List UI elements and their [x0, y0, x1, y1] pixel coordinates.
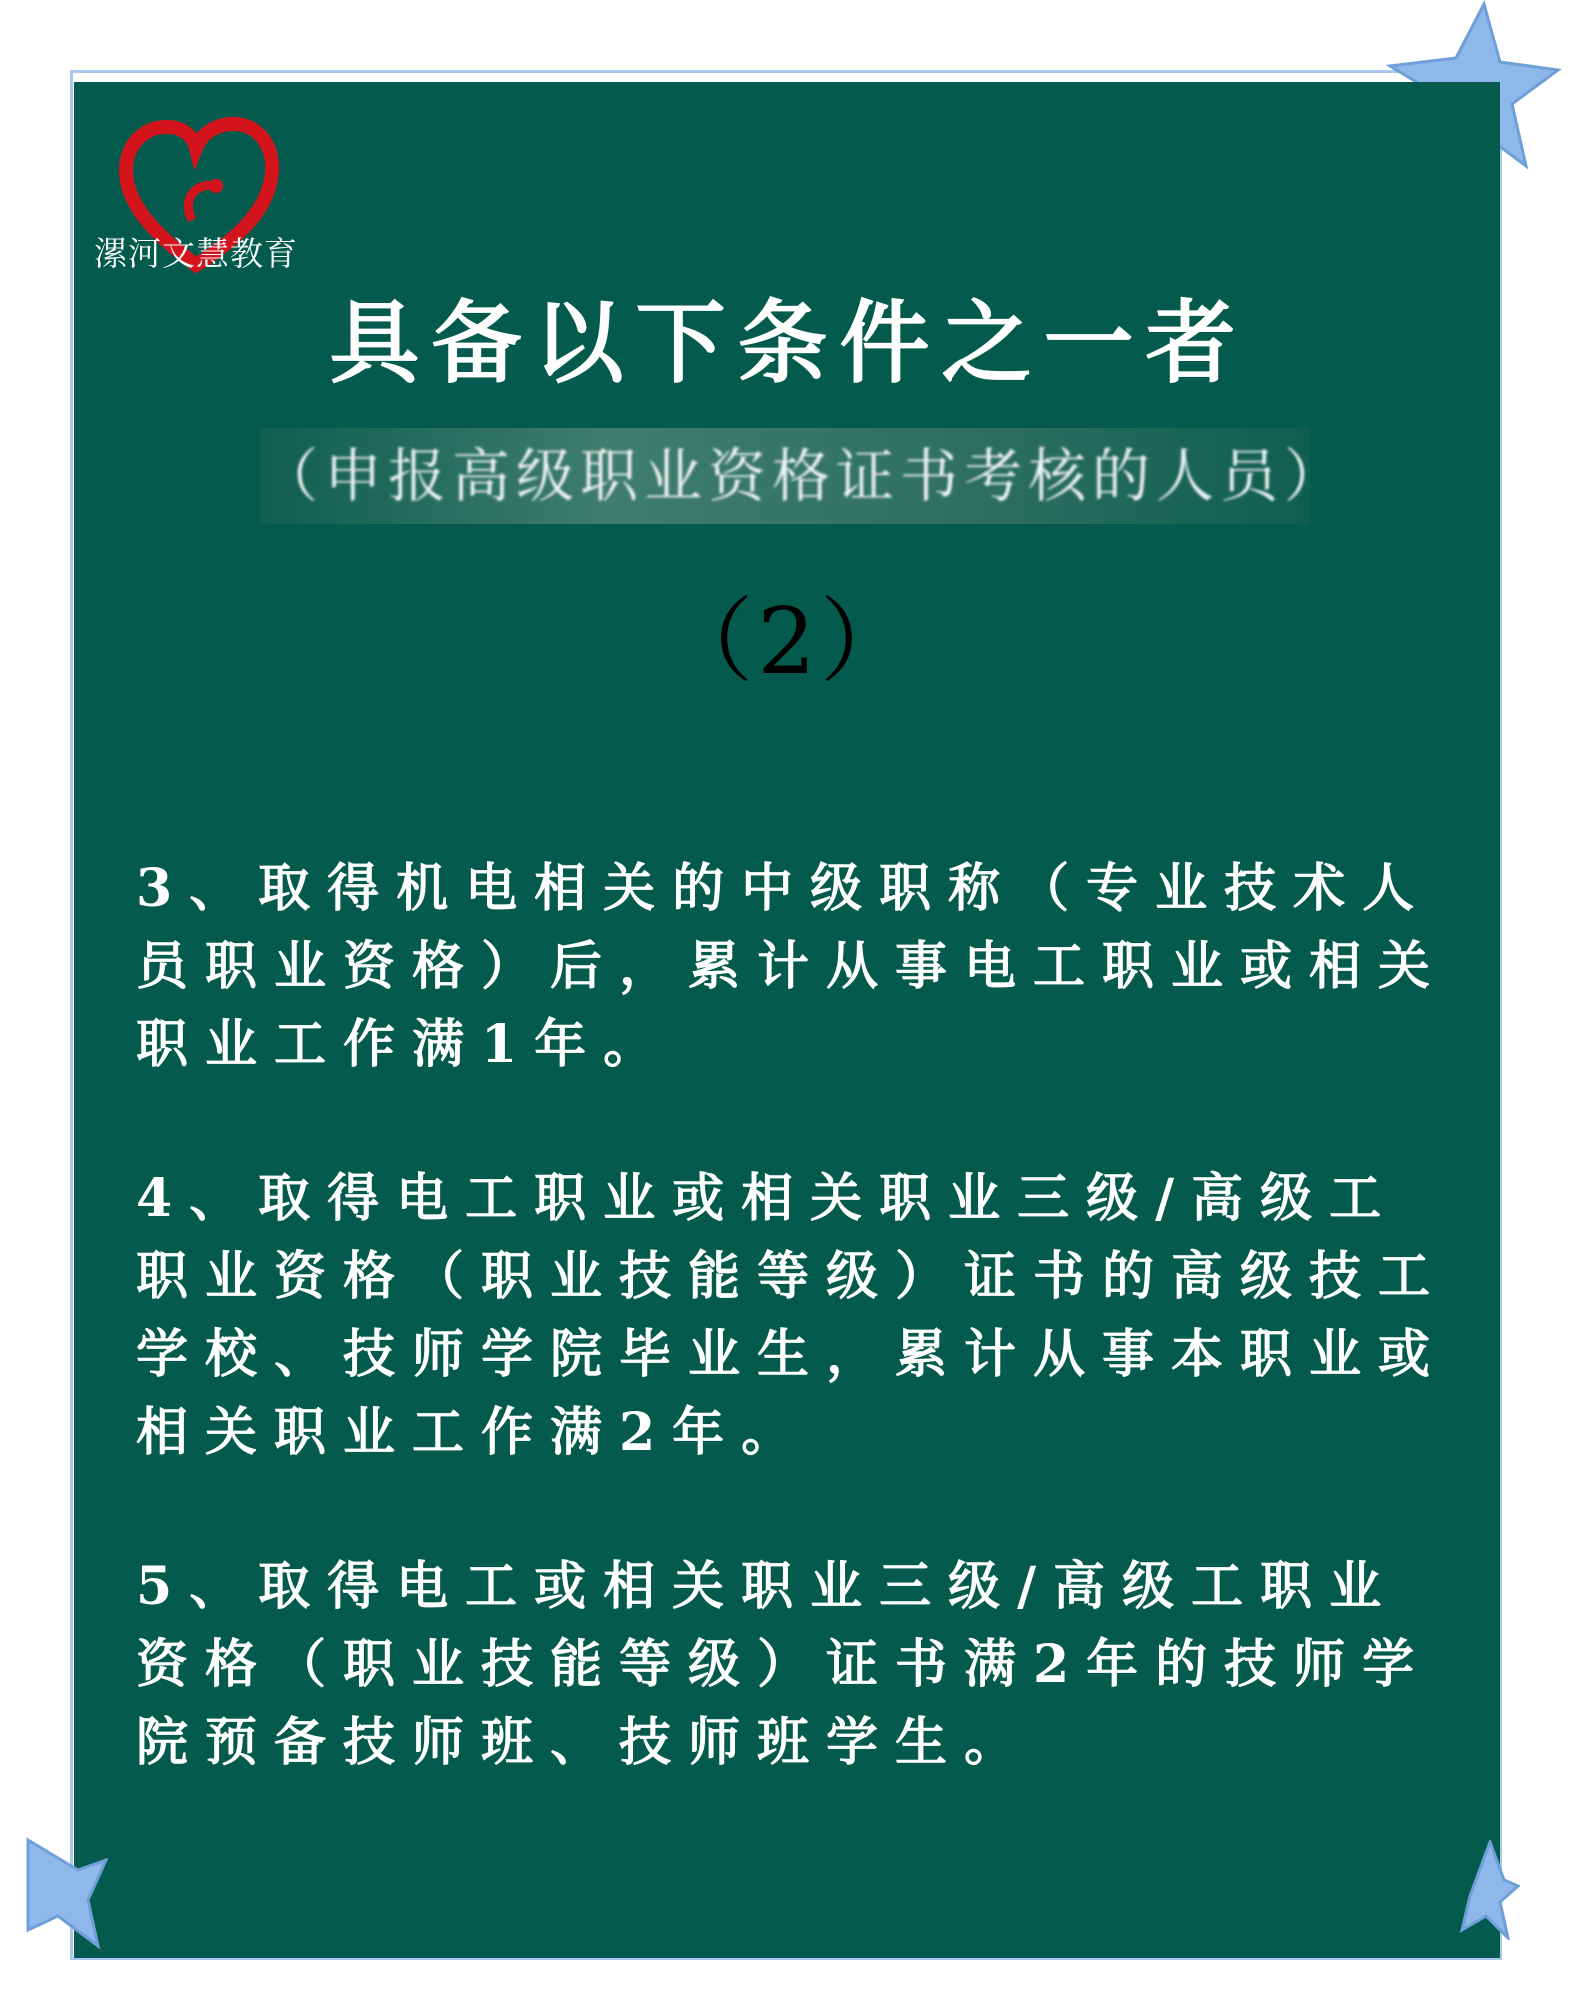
page-title: 具备以下条件之一者: [329, 291, 1248, 396]
star-icon-bottom-left: [18, 1820, 108, 1950]
condition-item-3: 3、取得机电相关的中级职称（专业技术人员职业资格）后，累计从事电工职业或相关职业工作满1年。: [136, 858, 1448, 1075]
condition-item-4: 4、取得电工职业或相关职业三级/高级工职业资格（职业技能等级）证书的高级技工学校、技师学院毕业生，累计从事本职业或相关职业工作满2年。: [136, 1168, 1448, 1463]
condition-item-5: 5、取得电工或相关职业三级/高级工职业资格（职业技能等级）证书满2年的技师学院预备技师班、技师班学生。: [136, 1556, 1432, 1773]
star-icon-bottom-right: [1460, 1840, 1520, 1940]
part-label: （2）: [661, 588, 916, 695]
brand-name: 漯河文慧教育: [94, 234, 298, 273]
subtitle: （申报高级职业资格证书考核的人员）: [260, 442, 1349, 510]
